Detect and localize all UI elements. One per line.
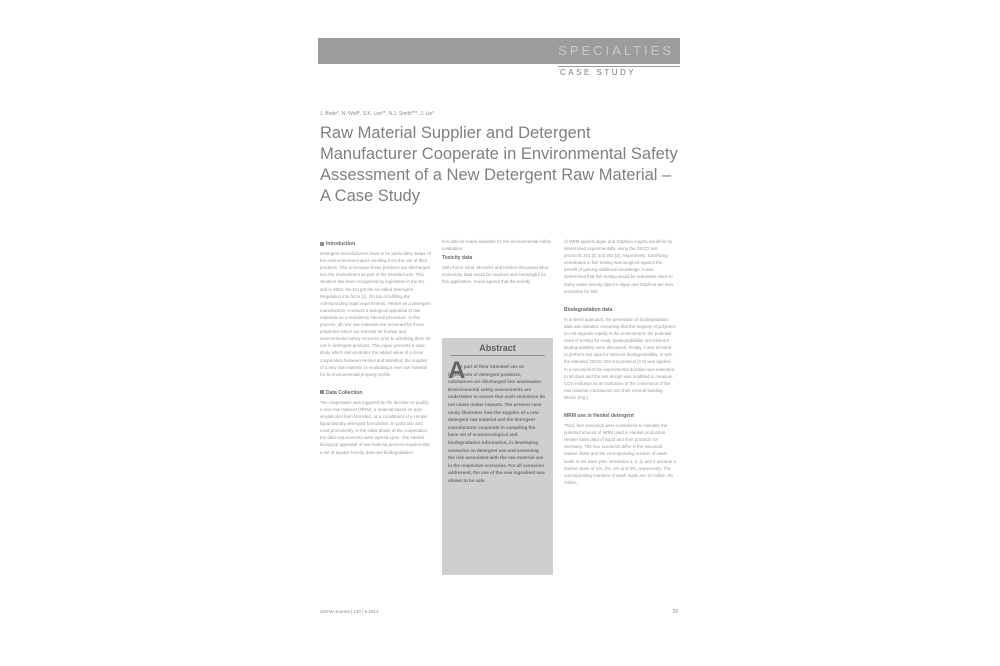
journal-footer: SOFW-Journal | 140 | 6-2014 — [320, 609, 379, 614]
authors-line: J. Bode*, N. Wolf*, S.K. Lee**, N.J. Smith***, J. Lie* — [320, 111, 435, 117]
use-heading: MRM use in Henkel detergent — [564, 412, 634, 419]
intro-heading: Introduction — [320, 241, 432, 248]
toxicity-heading: Toxicity data — [442, 255, 473, 262]
page-number: 29 — [672, 609, 678, 615]
document-page — [318, 38, 680, 628]
section-banner — [318, 38, 680, 64]
data-collection-paragraph: The cooperation was triggered by the decision to qualify a new raw material (MRM), a material based on poly-vinylalcohol from Monsfed, as a constituent of a Henkel liquid laundry detergent formulation. In particular and most prominently, in the initial phase of the cooperation, the data requirements were agreed upon. The Henkel biological appraisal of raw material process requires that a set of aquatic toxicity data and biodegradation — [320, 399, 430, 455]
intro-paragraph: Detergent manufacturers have to be particularly aware of the environmental impact resulting from the use of their products. This is because these products are discharged into the environment as part of the intended use. This situation has been recognized by legislators in the EU and in 2004, the EU got the so-called Detergent Regulation into force [1]. On top of fulfilling the corresponding legal requirements, Henkel as a detergent manufacturer conducts a biological appraisal of raw materials as a mandatory internal procedure. In this process, all new raw materials are screened for those properties which are relevant for human and environmental safety concerns prior to admitting them for use in detergent products. This paper presents a case study which demonstrates the added value of a close cooperation between Henkel and Monsfed, the supplier of a new raw material, in evaluating a new raw material for its environmental property profile. — [320, 251, 431, 377]
use-paragraph: Third, four scenarios were considered to simulate the potential amount of MRM used in Henkel production. Henkel sales data of liquid and their products for Germany. The four scenarios differ in the assumed market share and the corresponding number of wash loads in the base year. Scenarios 1, 2, 3, and 4 assume a market share of 1%, 2%, 4% and 8%, respectively. The corresponding numbers of wash loads are 10 million, 60 million, — [564, 423, 676, 485]
column-left — [320, 238, 432, 456]
abstract-drop-cap: A — [448, 357, 466, 384]
square-bullet-icon — [320, 242, 324, 246]
data-collection-heading: Data Collection — [320, 390, 432, 397]
banner-label: SPECIALTIES — [558, 43, 674, 58]
abstract-box — [442, 338, 553, 575]
abstract-rule — [450, 355, 545, 356]
toxicity-paragraph: With this in mind, Monsfed and Henkel discussed what ecotoxicity data would be required and meaningful for this application. It was agreed that the toxicity — [442, 265, 549, 285]
column-middle — [442, 238, 554, 286]
case-study-label: CASE STUDY — [560, 68, 637, 77]
abstract-heading: Abstract — [479, 343, 516, 353]
square-bullet-icon — [320, 390, 324, 394]
banner-rule — [558, 66, 680, 67]
column-right — [564, 238, 676, 486]
article-title: Raw Material Supplier and Detergent Manufacturer Cooperate in Environmental Safety Assessment of a New Detergent Raw Material – A Case Study — [320, 124, 678, 205]
biodegradation-paragraph: In a tiered approach, the generation of biodegradation data was initiated. Assuming that the majority of polymers do not degrade rapidly in the environment, the potential need of testing for ready biodegradability and inherent biodegradability were discussed. Finally, it was decided to perform test data for inherent biodegradability. In test, the standard OECD 302 test protocol [4-5] was applied. In a second test the experimental duration was extended to 60 days and the test design was modified to measure CO2 evolution as an indication of the conversion of the raw material constituents into their mineral building blocks (Fig.). — [564, 316, 676, 400]
biodegradation-heading: Biodegradation data — [564, 306, 613, 313]
algae-paragraph: of MRM against algae and Daphnia magna would be by determined experimentally, using the OECD test protocols 201 [2] and 202 [3], respectively. Sacrificing vertebrates in fish testing was weighed against the benefit of gaining additional knowledge. It was determined that fish testing would be redundant since in many cases toxicity data for algae and Daphnia are also protective for fish. — [564, 239, 674, 294]
abstract-text: s part of their intended use as ingredients of detergent products, substances are discharged into wastewater. Environmental safety assessments are undertaken to ensure that such emissions do not cause undue impacts. The present case study illustrates how the supplier of a new detergent raw material and the detergent manufacturer cooperate in compiling the base set of ecotoxicological and biodegradation information, in developing scenarios on detergent use and assessing the risk associated with the raw material use in the respective scenarios. For all scenarios addressed, the use of the new ingredient was shown to be safe. — [448, 364, 546, 483]
continued-paragraph: tion data be made available for the environmental safety evaluation. — [442, 239, 552, 252]
